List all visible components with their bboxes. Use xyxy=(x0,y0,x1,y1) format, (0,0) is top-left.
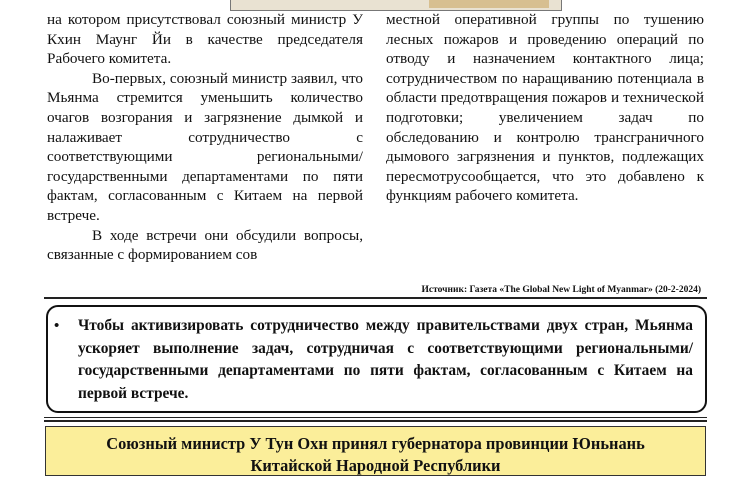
summary-callout-box xyxy=(46,305,707,413)
summary-text: Чтобы активизировать сотрудничество между правительствами двух стран, Мьянма ускоряет выполнение задач, сотрудничая с соответствующими региональными/государственными департаментами по пяти фактам, согласованным с Китаем на первой встрече. xyxy=(78,317,693,402)
source-citation: Источник: Газета «The Global New Light of Myanmar» (20-2-2024) xyxy=(421,285,701,295)
bullet-icon: • xyxy=(54,318,60,334)
paragraph: Во-первых, союзный министр заявил, что Мьянма стремится уменьшить количество очагов возгорания и загрязнение дымкой и налаживает сотрудничество с соответствующими региональными/государственными департаментами по пяти фактам, согласованным с Китаем на первой встрече. xyxy=(47,69,363,224)
summary-list xyxy=(54,315,693,405)
article-column-right xyxy=(386,10,704,206)
paragraph: В ходе встречи они обсудили вопросы, связанные с формированием сов xyxy=(47,226,363,264)
headline-line-1: Союзный министр У Тун Охн принял губернатора провинции Юньнань xyxy=(106,434,645,453)
summary-item xyxy=(54,315,693,405)
headline-line-2: Китайской Народной Республики xyxy=(250,456,501,475)
divider-line xyxy=(44,297,707,299)
paragraph: местной оперативной группы по тушению лесных пожаров и проведению операций по отводу и назначением контактного лица; сотрудничеством по наращиванию потенциала в области предотвращения пожаров и технической подготовки; увеличением задач по обследованию и контролю трансграничного дымового загрязнения и пунктов, подлежащих пересмотрусообщается, что это добавлено к функциям рабочего комитета. xyxy=(386,11,704,205)
paragraph: на котором присутствовал союзный министр У Кхин Маунг Йи в качестве председателя Рабочего комитета. xyxy=(47,11,363,68)
next-article-headline xyxy=(45,426,706,476)
article-column-left xyxy=(47,10,363,265)
divider-line xyxy=(44,417,707,418)
photo-detail xyxy=(429,0,549,8)
divider-line xyxy=(44,420,707,422)
